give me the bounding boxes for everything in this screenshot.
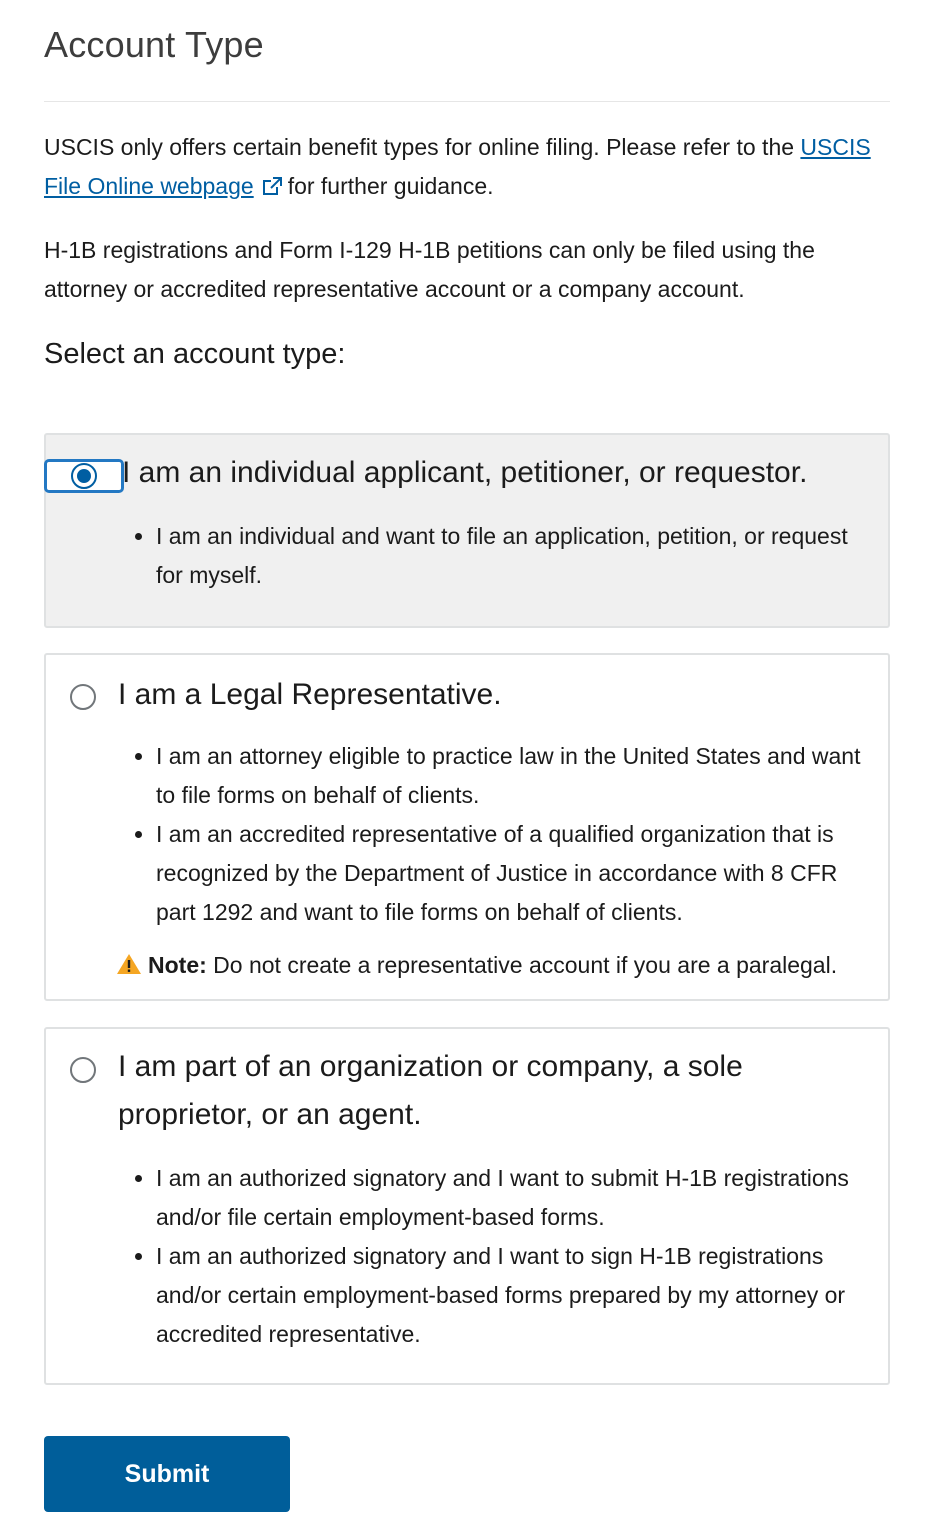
- list-item: • I am an attorney eligible to practice law in the United States and want to file forms on behalf of clients.: [156, 737, 874, 815]
- paralegal-note: [116, 950, 837, 980]
- account-option-legal-representative[interactable]: [44, 653, 890, 1001]
- submit-button[interactable]: Submit: [44, 1436, 290, 1512]
- option-legal-representative-bullets: [134, 737, 874, 932]
- radio-individual-focus-ring: [44, 459, 124, 493]
- external-link-icon: [260, 170, 284, 192]
- radio-legal-representative[interactable]: [70, 684, 96, 710]
- note-label: Note:: [148, 952, 207, 978]
- account-option-individual[interactable]: [44, 433, 890, 628]
- option-individual-bullets: [134, 517, 864, 595]
- option-organization-label: I am part of an organization or company, a sole proprietor, or an agent.: [118, 1050, 743, 1131]
- intro-text: USCIS only offers certain benefit types for online filing. Please refer to the: [44, 134, 801, 160]
- account-option-organization[interactable]: [44, 1027, 890, 1385]
- radio-organization[interactable]: [70, 1057, 96, 1083]
- note-text: Do not create a representative account if you are a paralegal.: [213, 952, 838, 978]
- option-legal-representative-label: I am a Legal Representative.: [118, 678, 502, 711]
- list-item: • I am an individual and want to file an application, petition, or request for myself.: [156, 517, 864, 595]
- title-divider: [44, 101, 890, 102]
- intro-paragraph: [44, 128, 894, 206]
- h1b-note: H-1B registrations and Form I-129 H-1B petitions can only be filed using the attorney or accredited representative account or a company account.: [44, 237, 815, 302]
- option-individual-label: I am an individual applicant, petitioner, or requestor.: [122, 456, 808, 489]
- radio-individual[interactable]: [71, 463, 97, 489]
- option-organization-bullets: [134, 1159, 874, 1354]
- select-account-type-label: Select an account type:: [44, 338, 346, 370]
- uscis-file-online-link[interactable]: USCIS File Online webpage: [44, 134, 871, 199]
- list-item: • I am an accredited representative of a qualified organization that is recognized by the Department of Justice in accordance with 8 CFR part 1292 and want to file forms on behalf of clients.: [156, 815, 874, 932]
- list-item: • I am an authorized signatory and I want to sign H-1B registrations and/or certain employment-based forms prepared by my attorney or accredited representative.: [156, 1237, 874, 1354]
- warning-icon: [116, 952, 142, 974]
- page-title: Account Type: [44, 24, 264, 65]
- intro-text-after: for further guidance.: [287, 173, 494, 199]
- list-item: • I am an authorized signatory and I want to submit H-1B registrations and/or file certain employment-based forms.: [156, 1159, 874, 1237]
